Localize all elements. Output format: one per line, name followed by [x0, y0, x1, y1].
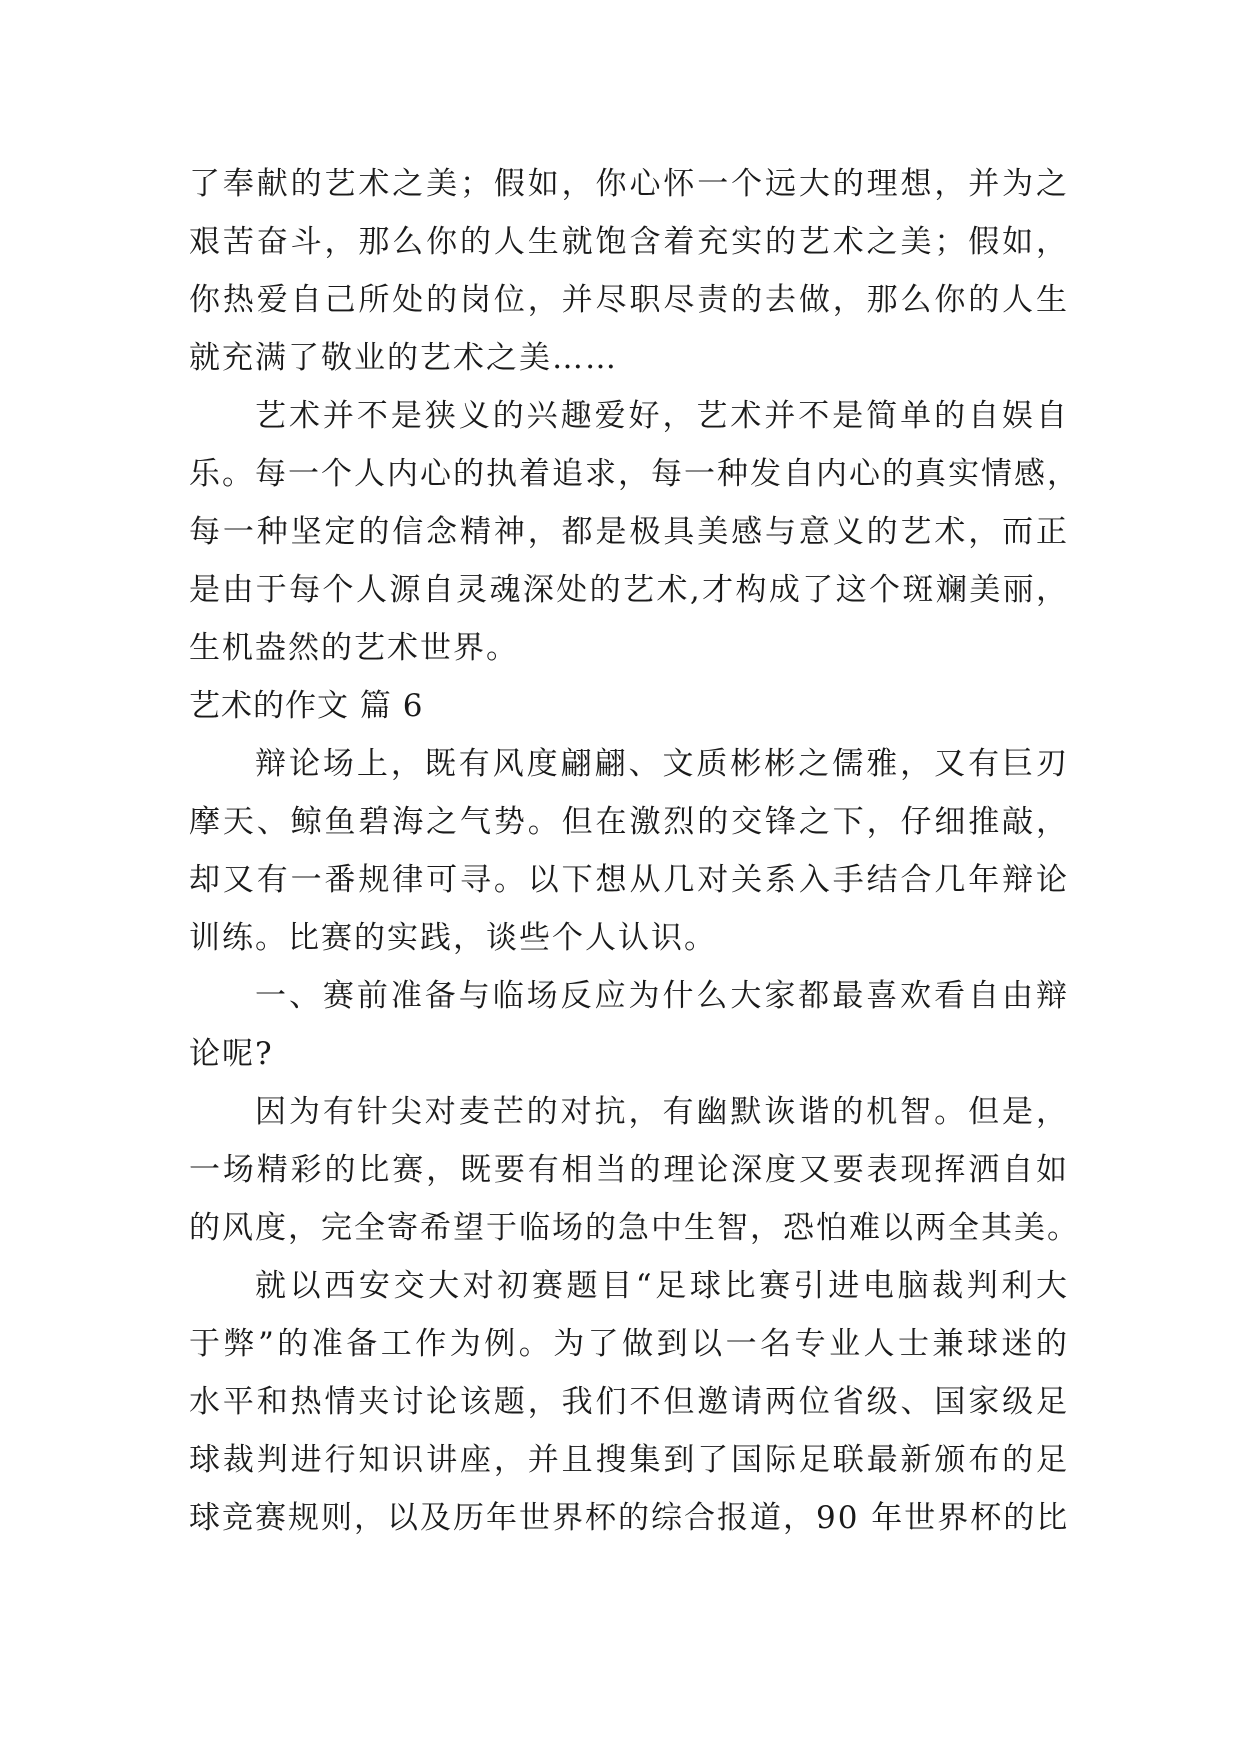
text-line: 你热爱自己所处的岗位，并尽职尽责的去做，那么你的人生 — [189, 282, 1069, 318]
text-line: 一场精彩的比赛，既要有相当的理论深度又要表现挥洒自如 — [189, 1152, 1069, 1188]
paragraph — [189, 387, 1080, 677]
text-line: 水平和热情夹讨论该题，我们不但邀请两位省级、国家级足 — [189, 1384, 1069, 1420]
text-line: 论呢? — [189, 1036, 274, 1072]
text-line: 的风度，完全寄希望于临场的急中生智，恐怕难以两全其美。 — [189, 1210, 1080, 1246]
text-line: 就以西安交大对初赛题目“足球比赛引进电脑裁判利大 — [255, 1268, 1069, 1304]
text-line: 生机盎然的艺术世界。 — [189, 630, 519, 666]
text-line: 了奉献的艺术之美；假如，你心怀一个远大的理想，并为之 — [189, 166, 1069, 202]
text-line: 却又有一番规律可寻。以下想从几对关系入手结合几年辩论 — [189, 862, 1069, 898]
section-heading: 艺术的作文 篇 6 — [189, 688, 424, 724]
text-line: 于弊”的准备工作为例。为了做到以一名专业人士兼球迷的 — [189, 1326, 1069, 1362]
text-line: 因为有针尖对麦芒的对抗，有幽默诙谐的机智。但是， — [255, 1094, 1069, 1130]
text-line: 每一种坚定的信念精神，都是极具美感与意义的艺术，而正 — [189, 514, 1069, 550]
text-line: 辩论场上，既有风度翩翩、文质彬彬之儒雅，又有巨刃 — [255, 746, 1069, 782]
text-line: 乐。每一个人内心的执着追求，每一种发自内心的真实情感， — [189, 456, 1080, 492]
paragraph — [189, 967, 1069, 1083]
document-page — [189, 155, 1080, 1547]
text-line: 艰苦奋斗，那么你的人生就饱含着充实的艺术之美；假如， — [189, 224, 1069, 260]
text-line: 是由于每个人源自灵魂深处的艺术,才构成了这个斑斓美丽， — [189, 572, 1069, 608]
text-line: 训练。比赛的实践，谈些个人认识。 — [189, 920, 717, 956]
text-line: 摩天、鲸鱼碧海之气势。但在激烈的交锋之下，仔细推敲， — [189, 804, 1069, 840]
text-line: 球裁判进行知识讲座，并且搜集到了国际足联最新颁布的足 — [189, 1442, 1069, 1478]
text-line: 球竞赛规则，以及历年世界杯的综合报道，90 年世界杯的比 — [189, 1500, 1070, 1536]
paragraph — [189, 1083, 1080, 1257]
paragraph — [189, 155, 1069, 387]
text-line: 就充满了敬业的艺术之美…… — [189, 340, 618, 376]
text-line: 艺术并不是狭义的兴趣爱好，艺术并不是简单的自娱自 — [255, 398, 1069, 434]
paragraph — [189, 1257, 1069, 1547]
paragraph — [189, 735, 1069, 967]
text-line: 一、赛前准备与临场反应为什么大家都最喜欢看自由辩 — [255, 978, 1069, 1014]
